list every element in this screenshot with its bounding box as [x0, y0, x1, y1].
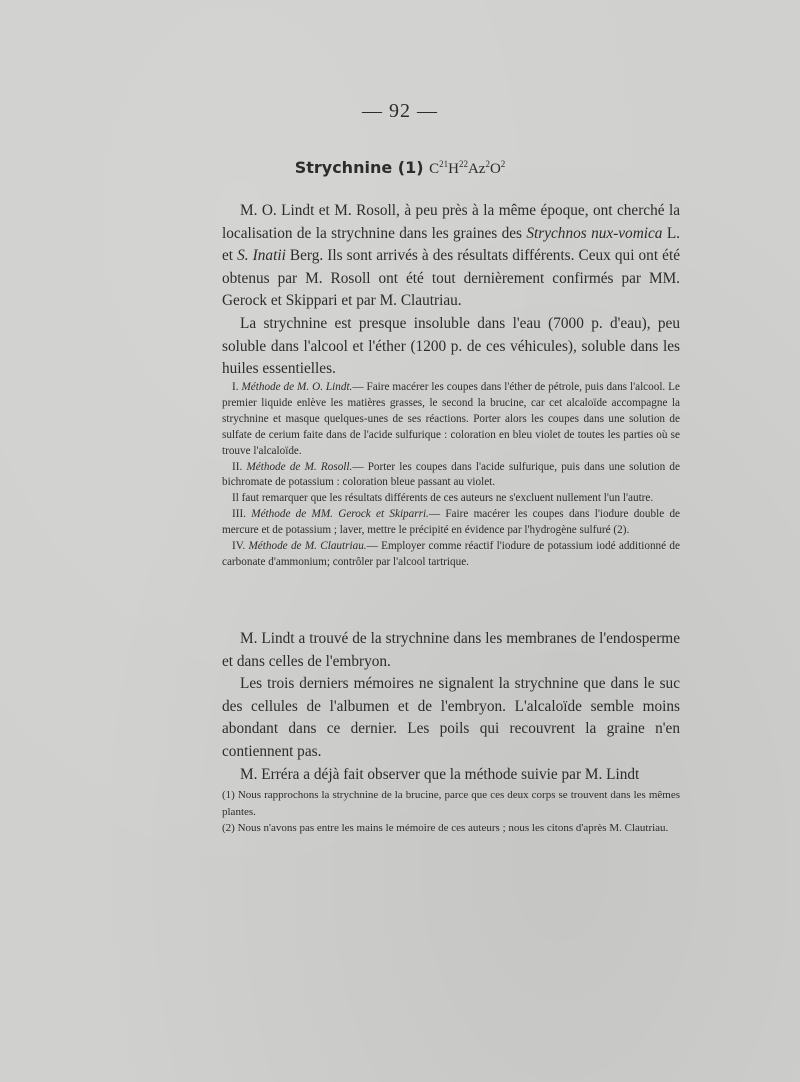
results-paragraph-3: M. Erréra a déjà fait observer que la méthode suivie par M. Lindt: [240, 765, 640, 783]
method-4: IV. Méthode de M. Clautriau.— Employer comme réactif l'iodure de potassium iodé additionné de carbonate d'ammonium; contrôler par l'alcool tartrique.: [222, 540, 680, 568]
chemical-formula: $C^{21}H^{22}Az^2O^2$: [429, 159, 506, 177]
section-title: [0, 158, 800, 178]
page-number: — 92 —: [362, 100, 438, 122]
method-3: III. Méthode de MM. Gerock et Skiparri.— Faire macérer les coupes dans l'iodure double de mercure et de potassium ; laver, mettre le précipité en évidence par l'hydrogène sulfuré (2).: [222, 508, 681, 537]
footnotes: [222, 787, 680, 837]
intro-paragraph-1: M. O. Lindt et M. Rosoll, à peu près à la même époque, ont cherché la localisation de la strychnine dans les graines des Strychnos nux-vomica L. et S. Inatii Berg. Ils sont arrivés à des résultats différents. Ceux qui ont été obtenus par M. Rosoll ont été tout dernièrement confirmés par MM. Gerock et Skippari et par M. Clautriau.: [222, 202, 681, 310]
methods-notes: [222, 380, 680, 571]
method-2: II. Méthode de M. Rosoll.— Porter les coupes dans l'acide sulfurique, puis dans une solution de bichromate de potassium : coloration bleue passant au violet.: [222, 460, 680, 489]
method-2-note: Il faut remarquer que les résultats différents de ces auteurs ne s'excluent nullement l'un l'autre.: [232, 492, 654, 505]
footnote-1: (1) Nous rapprochons la strychnine de la brucine, parce que ces deux corps se trouvent dans les mêmes plantes.: [222, 789, 680, 818]
method-1: I. Méthode de M. O. Lindt.— Faire macérer les coupes dans l'éther de pétrole, puis dans l'alcool. Le premier liquide enlève les matières grasses, le second la brucine, car cet alcaloïde accompagne la strychnine et masque quelques-unes de ses réactions. Porter alors les coupes dans une solution de sulfate de cerium faite dans de l'acide sulfurique : coloration en bleu violet de toutes les parties où se trouve l'alcaloïde.: [222, 381, 680, 457]
title-name: Strychnine (1): [294, 158, 424, 177]
results-text: [222, 628, 680, 786]
footnote-2: (2) Nous n'avons pas entre les mains le mémoire de ces auteurs ; nous les citons d'après M. Clautriau.: [222, 822, 669, 834]
intro-text: [222, 200, 680, 381]
results-paragraph-2: Les trois derniers mémoires ne signalent la strychnine que dans le suc des cellules de l'albumen et de l'embryon. L'alcaloïde semble moins abondant dans ce dernier. Les poils qui recouvrent la graine n'en contiennent pas.: [222, 675, 680, 760]
intro-paragraph-2: La strychnine est presque insoluble dans l'eau (7000 p. d'eau), peu soluble dans l'alcool et l'éther (1200 p. de ces véhicules), soluble dans les huiles essentielles.: [222, 314, 680, 378]
results-paragraph-1: M. Lindt a trouvé de la strychnine dans les membranes de l'endosperme et dans celles de l'embryon.: [222, 630, 680, 670]
